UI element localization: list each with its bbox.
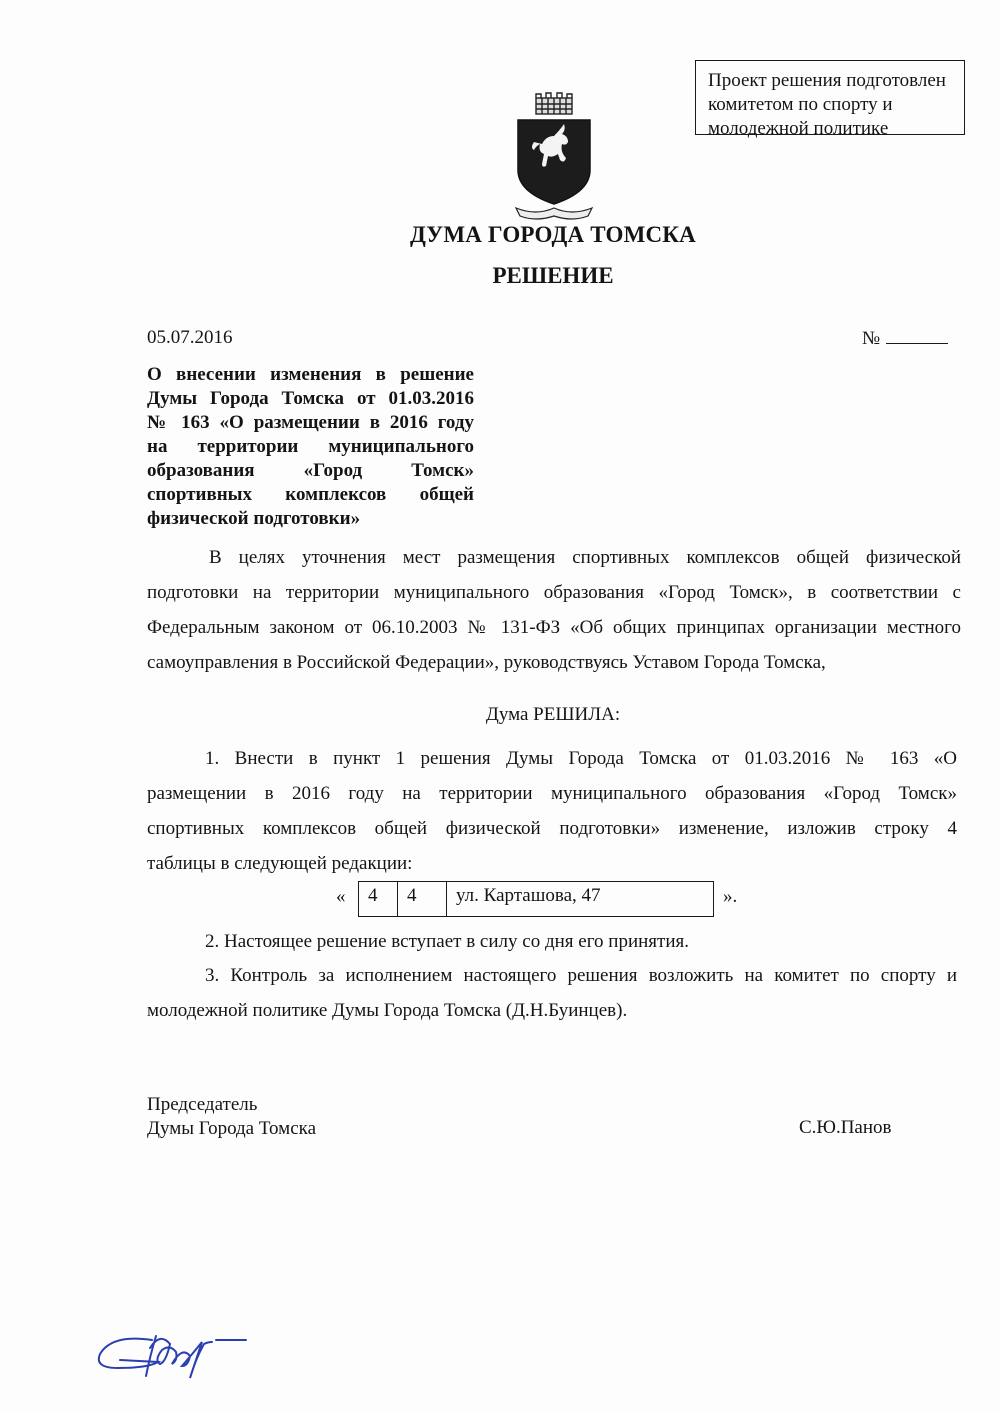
- subject-line: образования «Город Томск»: [147, 460, 474, 481]
- paragraph-line: самоуправления в Российской Федерации», руководствуясь Уставом Города Томска,: [147, 652, 826, 673]
- number-label: №: [862, 328, 881, 349]
- paragraph-line: 2. Настоящее решение вступает в силу со дня его принятия.: [205, 931, 689, 952]
- subject-line: О внесении изменения в решение: [147, 364, 474, 385]
- subject-line: на территории муниципального: [147, 436, 474, 457]
- signer-name: С.Ю.Панов: [799, 1117, 892, 1138]
- subject-line: спортивных комплексов общей: [147, 484, 474, 505]
- subject-line: физической подготовки»: [147, 508, 361, 529]
- shield-icon: [518, 120, 590, 204]
- paragraph-line: Федеральным законом от 06.10.2003 № 131-ФЗ «Об общих принципах организации местного: [147, 617, 961, 638]
- organization-title: ДУМА ГОРОДА ТОМСКА: [410, 222, 696, 247]
- document-type-title: РЕШЕНИЕ: [492, 263, 614, 288]
- signer-position-line: Председатель: [147, 1094, 258, 1115]
- item-3-paragraph: [147, 958, 957, 1028]
- draft-note-box: [695, 60, 965, 139]
- paragraph-line: таблицы в следующей редакции:: [147, 853, 413, 874]
- document-subject: [147, 363, 474, 531]
- crown-icon: [536, 93, 572, 114]
- table-cell-address: ул. Карташова, 47: [446, 881, 714, 917]
- signer-position: [147, 1093, 316, 1141]
- item-2-paragraph: [147, 924, 961, 959]
- resolve-heading: Дума РЕШИЛА:: [485, 704, 621, 725]
- paragraph-line: В целях уточнения мест размещения спортивных комплексов общей физической: [209, 547, 961, 568]
- quote-open: «: [336, 886, 346, 907]
- subject-line: Думы Города Томска от 01.03.2016: [147, 388, 474, 409]
- quote-close: ».: [723, 886, 738, 907]
- item-1-paragraph: [147, 741, 957, 881]
- subject-line: № 163 «О размещении в 2016 году: [147, 412, 474, 433]
- paragraph-line: размещении в 2016 году на территории муниципального образования «Город Томск»: [147, 783, 957, 804]
- number-blank-line: [886, 327, 948, 344]
- document-date: 05.07.2016: [147, 327, 233, 348]
- preamble-paragraph: [147, 540, 961, 680]
- handwritten-signature-icon: [92, 1318, 272, 1388]
- document-number: [862, 327, 948, 350]
- draft-note-line: комитетом по спорту и: [708, 94, 893, 115]
- table-cell: 4: [397, 881, 447, 917]
- draft-note-line: молодежной политике: [708, 118, 889, 139]
- paragraph-line: 3. Контроль за исполнением настоящего решения возложить на комитет по спорту и: [205, 965, 957, 986]
- table-cell: 4: [358, 881, 398, 917]
- paragraph-line: спортивных комплексов общей физической подготовки» изменение, изложив строку 4: [147, 818, 957, 839]
- tomsk-coat-of-arms-icon: [512, 92, 596, 222]
- paragraph-line: молодежной политике Думы Города Томска (Д.Н.Буинцев).: [147, 1000, 628, 1021]
- paragraph-line: 1. Внести в пункт 1 решения Думы Города Томска от 01.03.2016 № 163 «О: [205, 748, 957, 769]
- ribbon-icon: [516, 208, 592, 219]
- signer-position-line: Думы Города Томска: [147, 1118, 317, 1139]
- paragraph-line: подготовки на территории муниципального образования «Город Томск», в соответствии с: [147, 582, 961, 603]
- draft-note-line: Проект решения подготовлен: [708, 70, 946, 91]
